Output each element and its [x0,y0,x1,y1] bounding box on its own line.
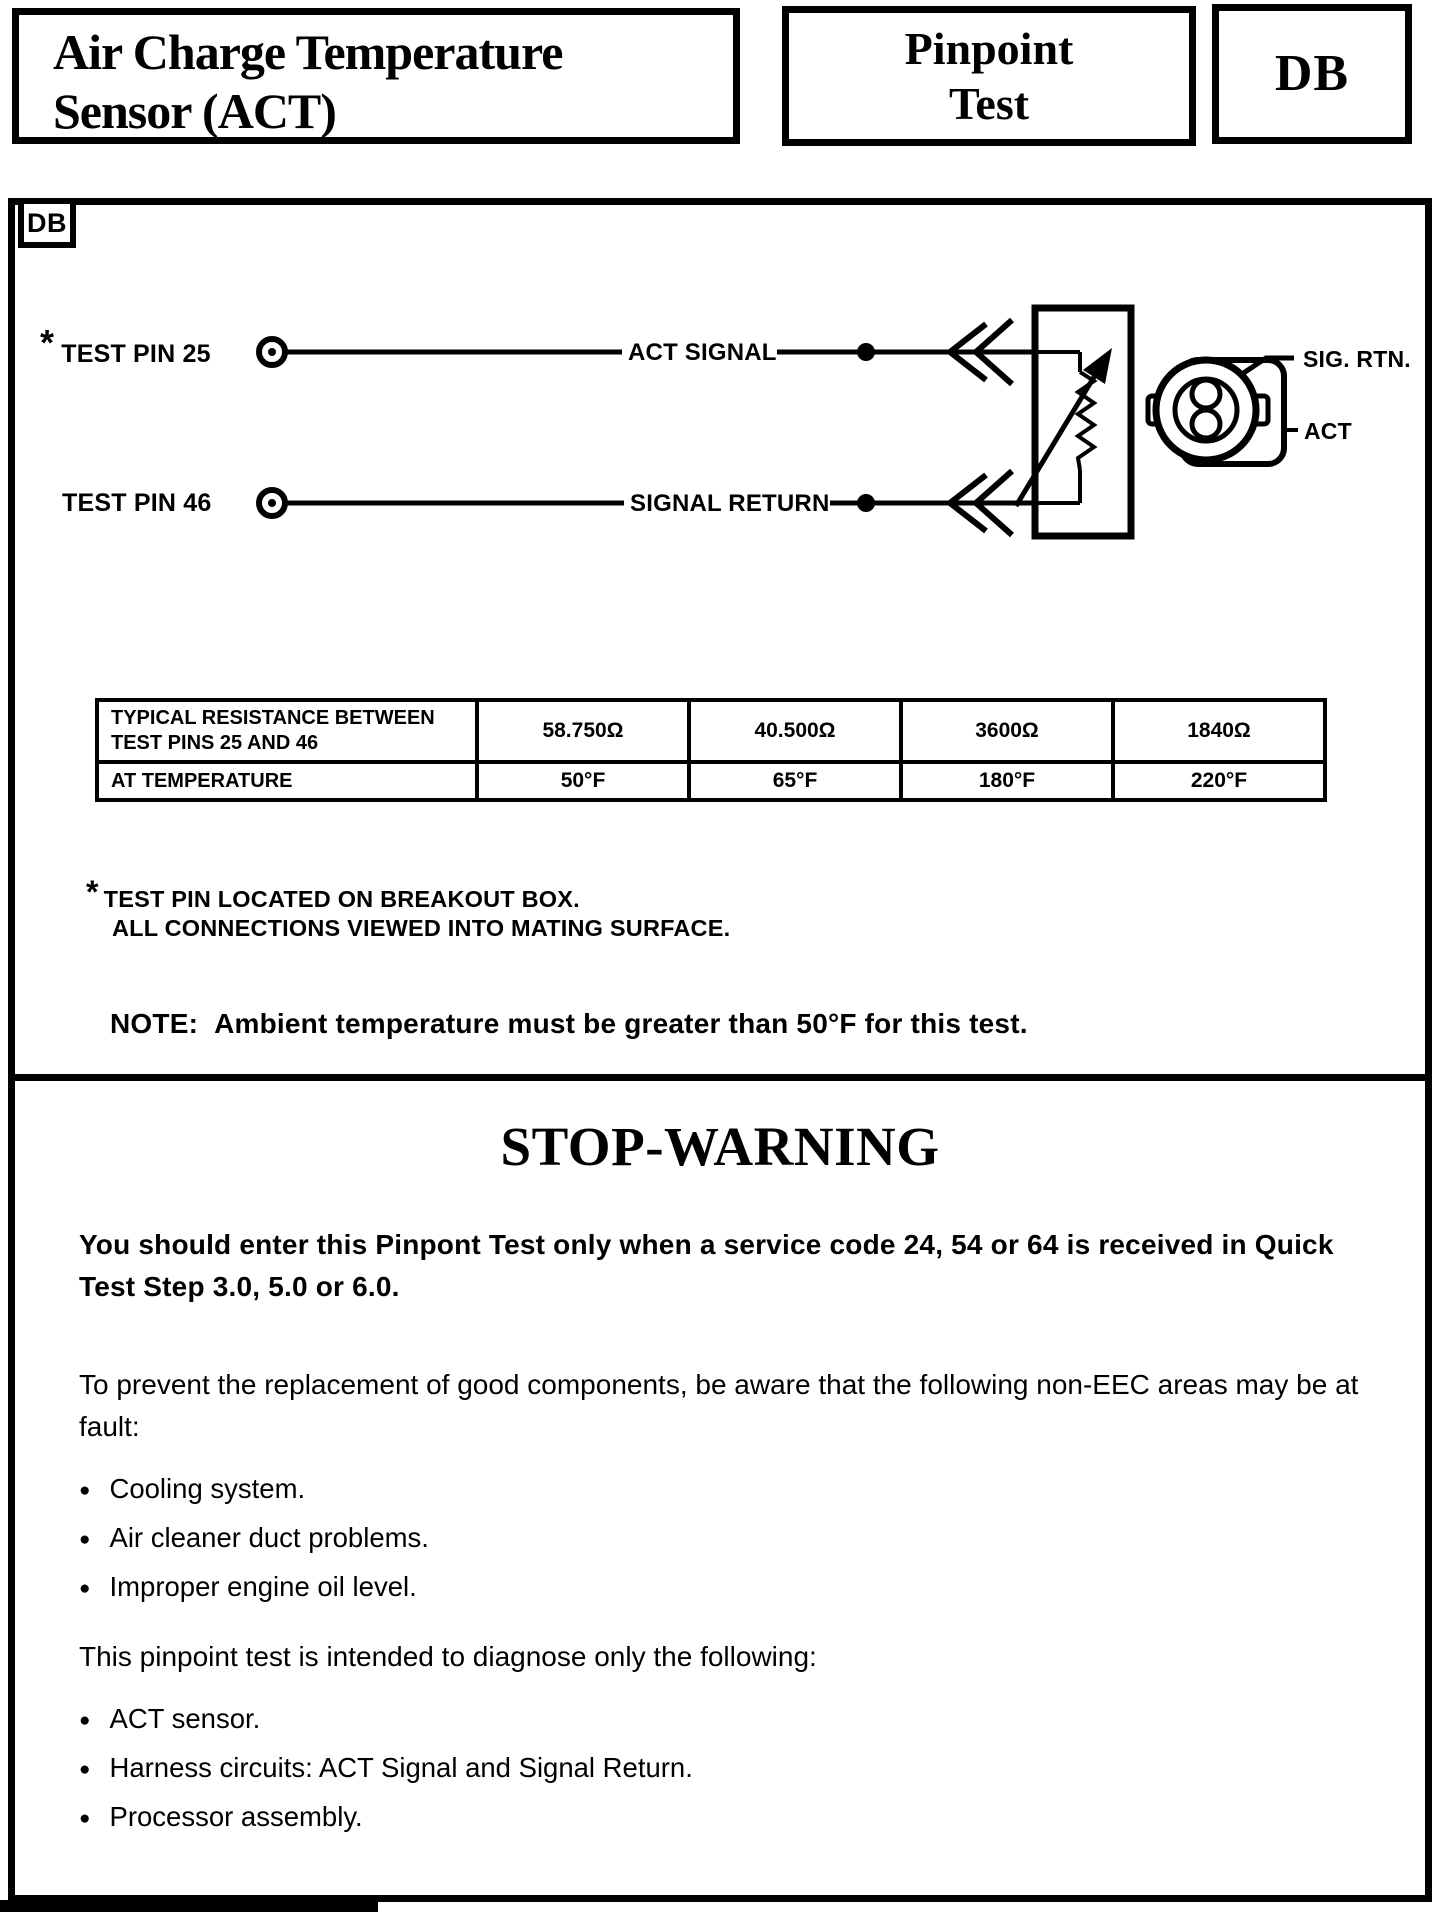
act-label: ACT [1304,418,1352,444]
bullet-icon: ● [79,1480,91,1501]
pinpoint-test-label: Pinpoint Test [904,23,1074,130]
list-item: ● Cooling system. [79,1473,306,1504]
stop-warning-title: STOP-WARNING [500,1116,940,1177]
table-cell: 1840Ω [1113,700,1325,762]
scan-edge-bar [0,1900,378,1912]
act-signal-label: ACT SIGNAL [628,339,777,366]
table-cell: 40.500Ω [689,700,901,762]
diagram-footnote [86,874,731,943]
table-cell: 58.750Ω [477,700,689,762]
bullet-icon: ● [79,1759,91,1780]
test-code-label: DB [1274,45,1350,102]
table-row-header: AT TEMPERATURE [97,762,477,800]
list-item: ● Processor assembly. [79,1801,363,1832]
table-cell: 65°F [689,762,901,800]
table-cell: 50°F [477,762,689,800]
bullet-icon: ● [79,1808,91,1829]
test-pin-46-label: TEST PIN 46 [62,489,212,517]
footnote-line-2: ALL CONNECTIONS VIEWED INTO MATING SURFACE. [112,915,731,941]
list-item: ● Improper engine oil level. [79,1571,417,1602]
list-item: ● ACT sensor. [79,1703,261,1734]
splice-dot [857,343,875,361]
resistance-table [95,698,1327,802]
table-cell: 220°F [1113,762,1325,800]
ambient-note [110,1008,1028,1040]
splice-dot [857,494,875,512]
footnote-marker: * [40,322,55,363]
diagram-corner-label: DB [18,198,76,248]
warning-paragraph-1: You should enter this Pinpont Test only when a service code 24, 54 or 64 is received in Quick Test Step 3.0, 5.0 or 6.0. [79,1229,1334,1302]
test-pin-25-label: * TEST PIN 25 [40,322,211,368]
title-line-1: Air Charge Temperature [53,24,563,80]
list-item: ● Harness circuits: ACT Signal and Signal Return. [79,1752,693,1783]
note-label: NOTE: [110,1008,199,1039]
table-row-header: TYPICAL RESISTANCE BETWEEN TEST PINS 25 AND 46 [97,700,477,762]
bullet-icon: ● [79,1529,91,1550]
warning-paragraph-2: To prevent the replacement of good components, be aware that the following non-EEC areas may be at fault: [79,1369,1359,1442]
table-cell: 3600Ω [901,700,1113,762]
footnote-line-1: * TEST PIN LOCATED ON BREAKOUT BOX. [86,874,580,912]
bullet-icon: ● [79,1578,91,1599]
list-item: ● Air cleaner duct problems. [79,1522,429,1553]
signal-return-label: SIGNAL RETURN [630,490,830,517]
diagnose-list [79,1704,1361,1836]
footnote-marker: * [86,874,99,910]
warning-paragraph-3: This pinpoint test is intended to diagnose only the following: [79,1641,817,1672]
table-row [97,700,1325,762]
table-row [97,762,1325,800]
stop-warning-panel [8,1074,1432,1902]
note-text: Ambient temperature must be greater than 50°F for this test. [214,1008,1028,1039]
bullet-icon: ● [79,1710,91,1731]
sig-rtn-label: SIG. RTN. [1303,346,1411,372]
table-cell: 180°F [901,762,1113,800]
title-line-2: Sensor (ACT) [53,83,336,139]
non-eec-areas-list [79,1474,1361,1606]
thermistor-arrow-icon [1016,377,1094,506]
